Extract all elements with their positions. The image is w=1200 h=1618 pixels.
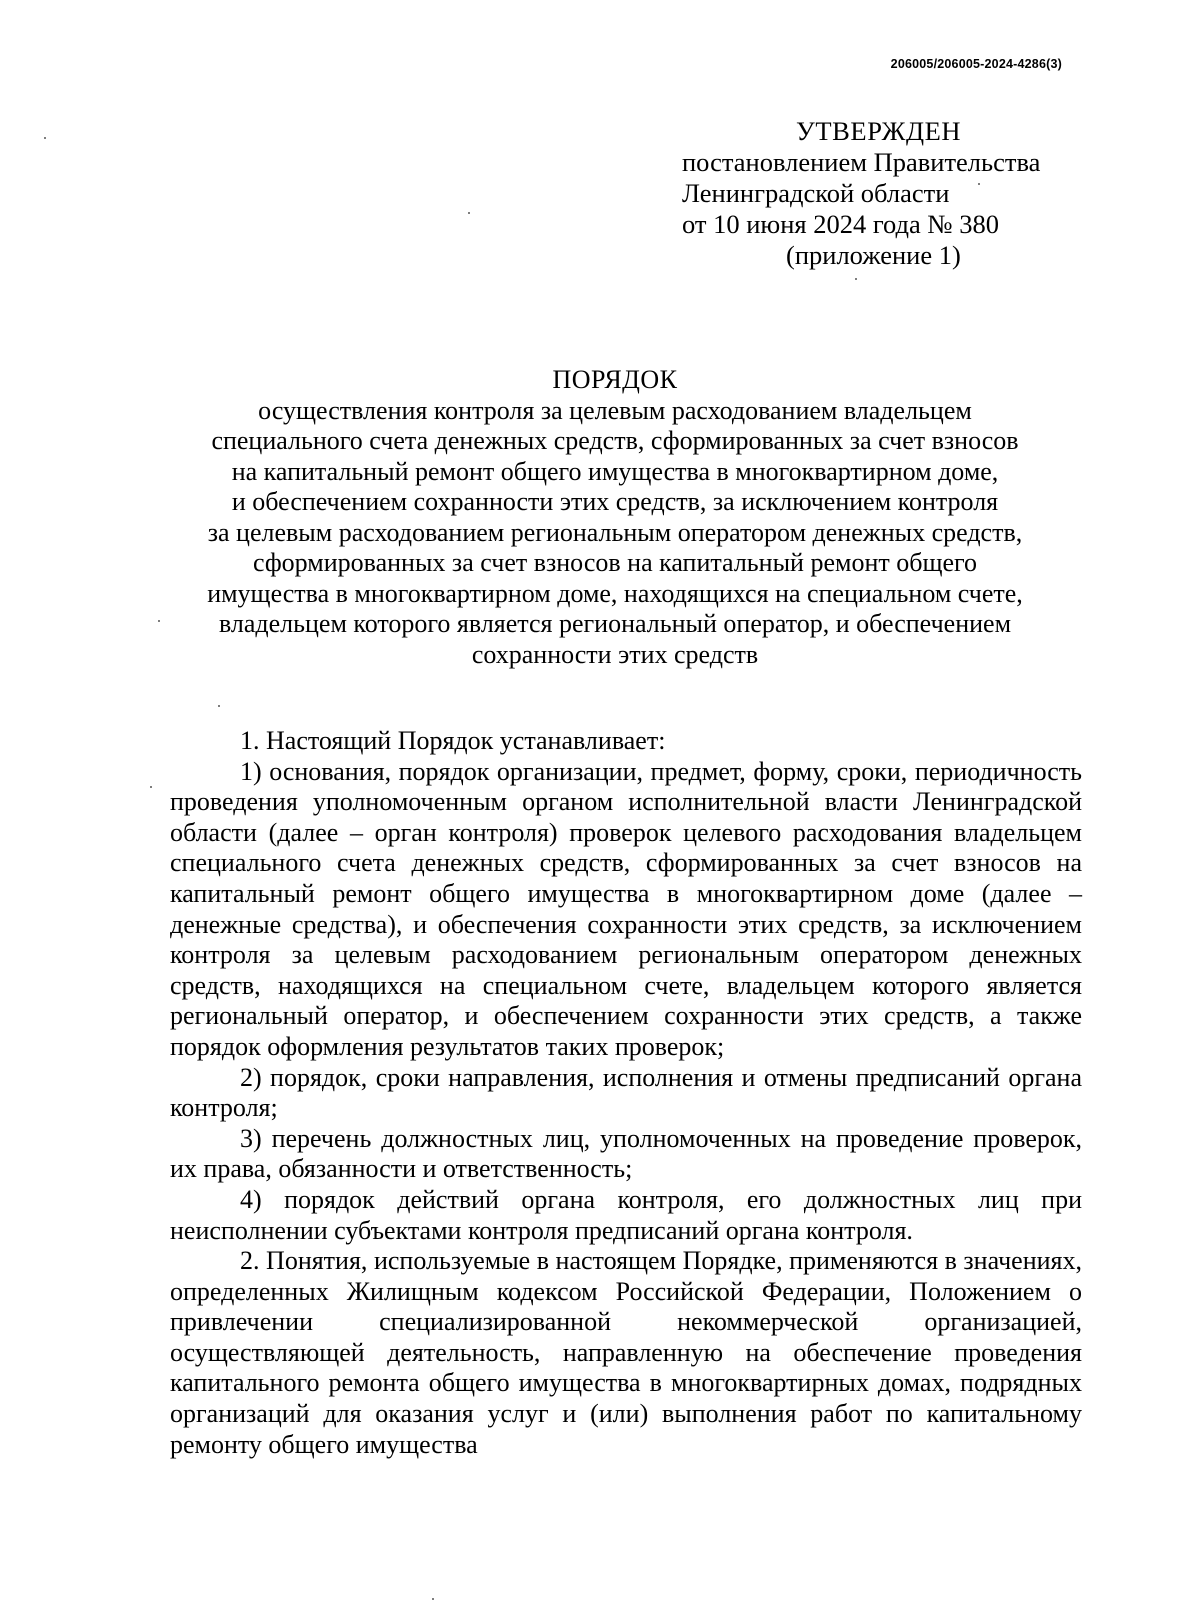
- title-subline: имущества в многоквартирном доме, находящихся на специальном счете,: [207, 578, 1023, 608]
- title-subline: сохранности этих средств: [471, 639, 759, 669]
- title-subline: осуществления контроля за целевым расходованием владельцем: [258, 395, 972, 425]
- scan-speck: [44, 137, 46, 139]
- title-subline: и обеспечением сохранности этих средств, за исключением контроля: [231, 487, 999, 516]
- approval-date-line: от 10 июня 2024 года № 380: [682, 209, 1000, 239]
- scan-speck: [432, 1598, 434, 1600]
- title-subline: владельцем которого является региональный оператор, и обеспечением: [218, 609, 1012, 638]
- scan-speck: [978, 183, 980, 185]
- paragraph-clause-2: 2. Понятия, используемые в настоящем Порядке, применяются в значениях, определенных Жилищным кодексом Российской Федерации, Положением о привлечении специализированной некоммерческой организацией, осуществляющей деятельность, направленную на обеспечение проведения капитального ремонта общего имущества в многоквартирных домах, подрядных организаций для оказания услуг и (или) выполнения работ по капитальному ремонту общего имущества: [170, 1246, 1082, 1459]
- scan-speck: [468, 212, 470, 214]
- approval-appendix: (приложение 1): [786, 240, 961, 270]
- document-body: [170, 726, 1082, 1460]
- paragraph-item-1: 1) основания, порядок организации, предмет, форму, сроки, периодичность проведения уполномоченным органом исполнительной власти Ленинградской области (далее – орган контроля) проверок целевого расходования владельцем специального счета денежных средств, сформированных за счет взносов на капитальный ремонт общего имущества в многоквартирном доме (далее – денежные средства), и обеспечения сохранности этих средств, за исключением контроля за целевым расходованием региональным оператором денежных средств, находящихся на специальном счете, владельцем которого является региональный оператор, и обеспечением сохранности этих средств, а также порядок оформления результатов таких проверок;: [170, 756, 1082, 1061]
- paragraph-item-4: 4) порядок действий органа контроля, его должностных лиц при неисполнении субъектами контроля предписаний органа контроля.: [170, 1184, 1082, 1245]
- title-subline: сформированных за счет взносов на капитальный ремонт общего: [252, 548, 978, 577]
- paragraph-item-2: 2) порядок, сроки направления, исполнения и отмены предписаний органа контроля;: [170, 1062, 1082, 1123]
- title-subline: специального счета денежных средств, сформированных за счет взносов: [211, 426, 1019, 455]
- approval-heading: УТВЕРЖДЕН: [796, 116, 962, 146]
- scan-speck: [150, 786, 152, 788]
- scan-speck: [158, 620, 160, 622]
- scan-speck: [855, 278, 857, 280]
- approval-line: постановлением Правительства: [682, 147, 1041, 177]
- title-subline: за целевым расходованием региональным оператором денежных средств,: [207, 517, 1023, 547]
- paragraph-item-3: 3) перечень должностных лиц, уполномоченных на проведение проверок, их права, обязанности и ответственность;: [170, 1123, 1082, 1184]
- document-title: ПОРЯДОК: [552, 365, 678, 394]
- document-title-block: [150, 365, 1080, 670]
- scan-speck: [218, 705, 220, 707]
- paragraph-clause-1: 1. Настоящий Порядок устанавливает:: [240, 726, 666, 755]
- approval-line: Ленинградской области: [682, 178, 950, 208]
- title-subline: на капитальный ремонт общего имущества в многоквартирном доме,: [231, 456, 999, 486]
- approval-stamp: [682, 116, 1102, 271]
- document-code: 206005/206005-2024-4286(3): [890, 57, 1062, 71]
